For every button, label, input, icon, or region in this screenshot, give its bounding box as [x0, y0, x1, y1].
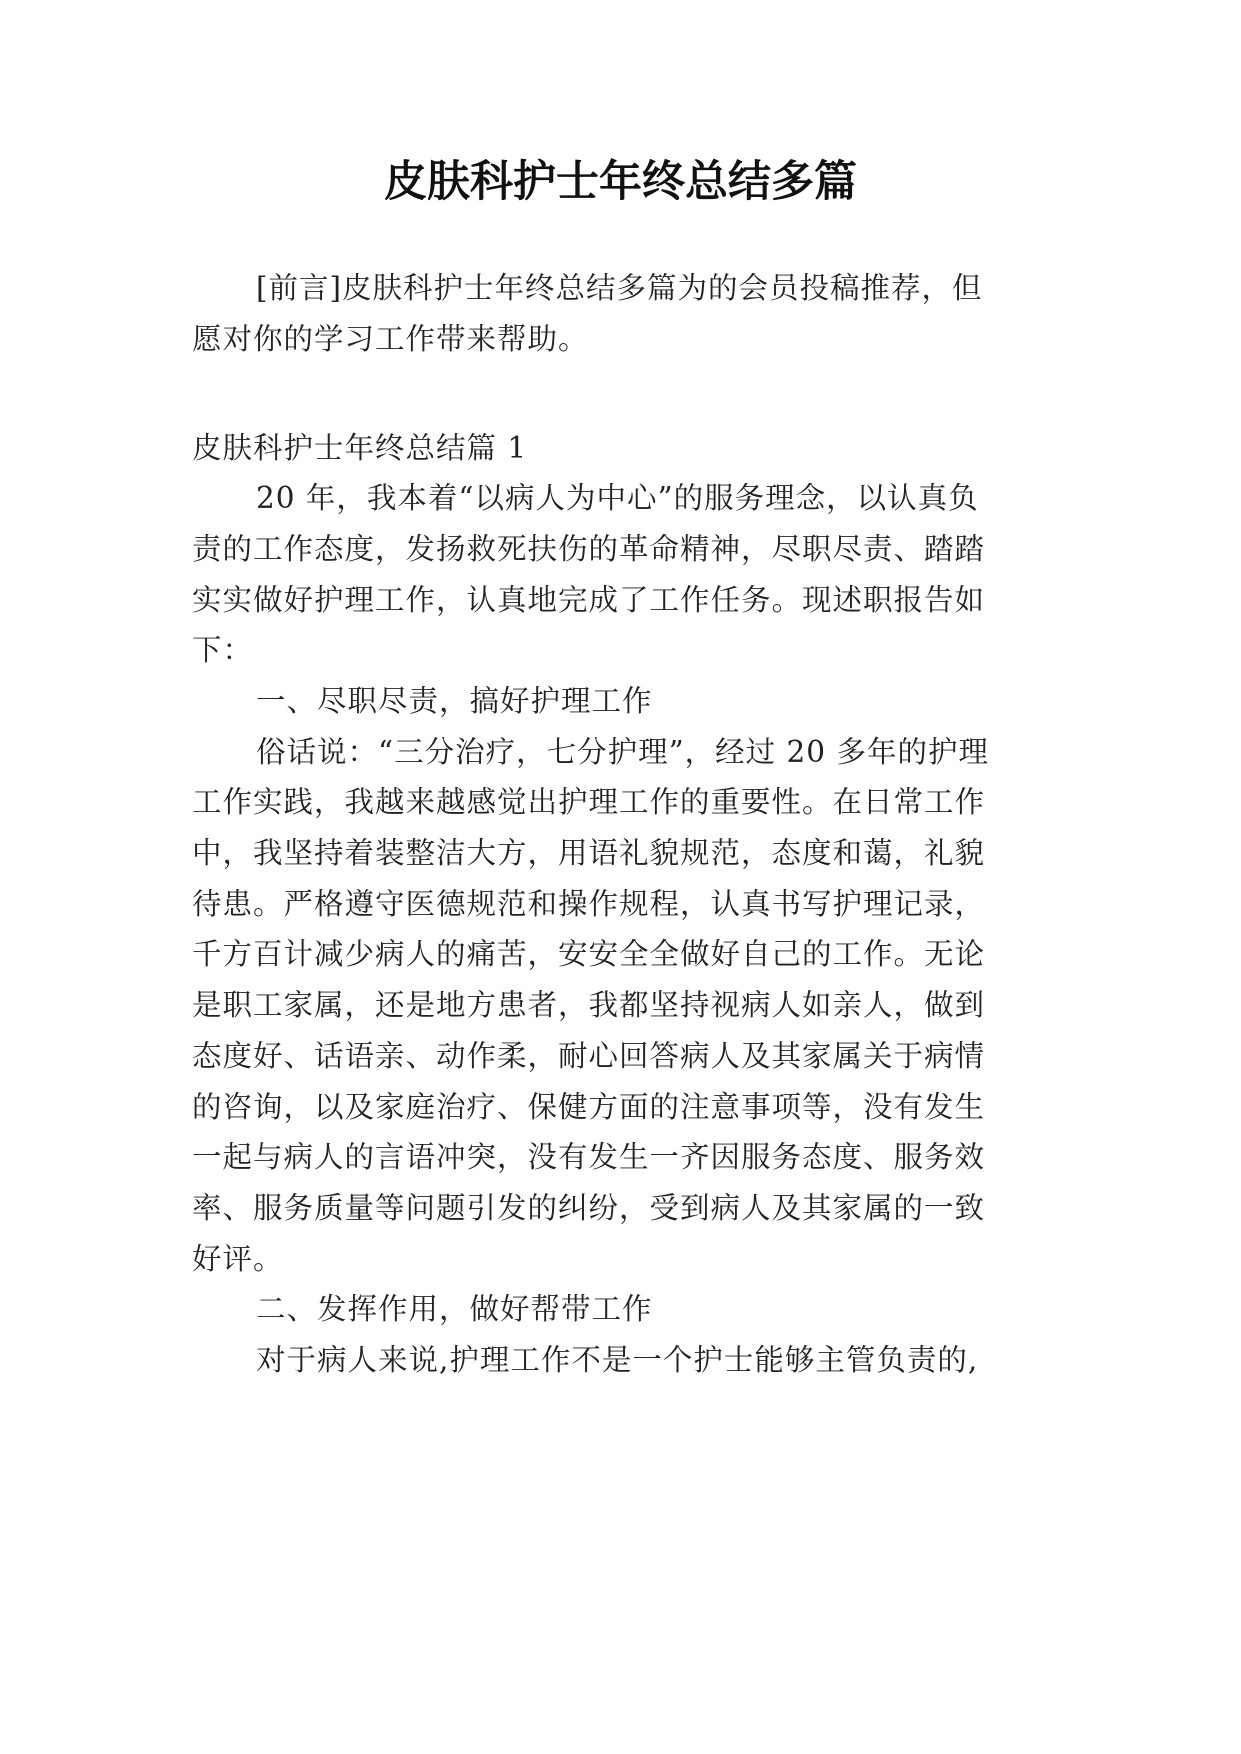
- paragraph-line: 态度好、话语亲、动作柔，耐心回答病人及其家属关于病情: [192, 1039, 986, 1073]
- paragraph-line: 千方百计减少病人的痛苦，安安全全做好自己的工作。无论: [192, 937, 986, 971]
- document-title: 皮肤科护士年终总结多篇: [384, 157, 857, 207]
- preface-line-2: 愿对你的学习工作带来帮助。: [192, 322, 589, 356]
- paragraph-line: 中，我坚持着装整洁大方，用语礼貌规范，态度和蔼，礼貌: [192, 836, 986, 870]
- subheading-2: 二、发挥作用，做好帮带工作: [256, 1292, 653, 1326]
- paragraph-line: 俗话说：“三分治疗，七分护理”，经过 20 多年的护理: [256, 735, 989, 769]
- paragraph-line: 工作实践，我越来越感觉出护理工作的重要性。在日常工作: [192, 785, 986, 819]
- paragraph-line: 好评。: [192, 1242, 284, 1276]
- paragraph-line: 一起与病人的言语冲突，没有发生一齐因服务态度、服务效: [192, 1140, 986, 1174]
- paragraph-line: 待患。严格遵守医德规范和操作规程，认真书写护理记录，: [192, 887, 986, 921]
- paragraph-line: 的咨询，以及家庭治疗、保健方面的注意事项等，没有发生: [192, 1090, 986, 1124]
- paragraph-line: 20 年，我本着“以病人为中心”的服务理念，以认真负: [256, 481, 979, 515]
- paragraph-line: 实实做好护理工作，认真地完成了工作任务。现述职报告如: [192, 583, 986, 617]
- preface-line-1: [前言]皮肤科护士年终总结多篇为的会员投稿推荐，但: [256, 271, 983, 305]
- paragraph-line: 下：: [192, 633, 254, 667]
- paragraph-line: 率、服务质量等问题引发的纠纷，受到病人及其家属的一致: [192, 1191, 986, 1225]
- subheading-1: 一、尽职尽责，搞好护理工作: [256, 684, 653, 718]
- section-heading: 皮肤科护士年终总结篇 1: [192, 431, 528, 465]
- paragraph-line: 是职工家属，还是地方患者，我都坚持视病人如亲人，做到: [192, 988, 986, 1022]
- paragraph-line: 责的工作态度，发扬救死扶伤的革命精神，尽职尽责、踏踏: [192, 532, 986, 566]
- paragraph-line: 对于病人来说,护理工作不是一个护士能够主管负责的,: [256, 1343, 979, 1377]
